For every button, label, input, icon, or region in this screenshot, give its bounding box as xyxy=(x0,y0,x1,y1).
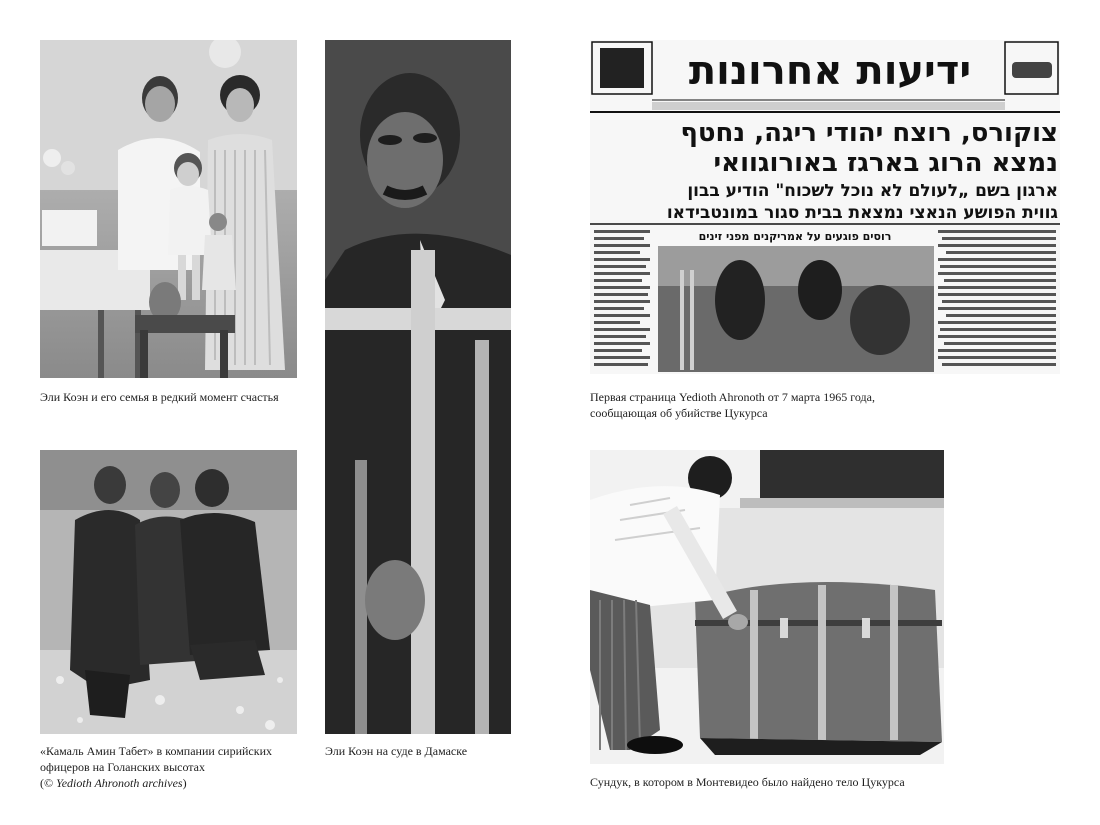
caption-line: Эли Коэн на суде в Дамаске xyxy=(325,744,468,758)
newspaper-photo-icon xyxy=(590,40,1060,374)
trial-photo-icon xyxy=(325,40,511,734)
family-photo xyxy=(40,40,297,378)
caption-line: Эли Коэн и его семья в редкий момент счастья xyxy=(40,390,279,404)
caption-line: офицеров на Голанских высотах xyxy=(40,760,206,774)
officers-photo xyxy=(40,450,297,734)
newspaper-photo xyxy=(590,40,1060,374)
trunk-photo-icon xyxy=(590,450,944,764)
family-photo-icon xyxy=(40,40,297,378)
trial-photo-caption xyxy=(325,743,545,759)
credit-source: Yedioth Ahronoth archives xyxy=(56,776,183,790)
caption-line: Первая страница Yedioth Ahronoth от 7 марта 1965 года, xyxy=(590,390,875,404)
caption-credit xyxy=(40,775,310,791)
newspaper-masthead: ידיעות אחרונות xyxy=(688,48,972,94)
newspaper-subheadline-2: גווית הפושע הנאצי נמצאת בבית סגור במונטבידאו xyxy=(666,203,1058,223)
credit-open: (© xyxy=(40,776,57,790)
officers-photo-caption xyxy=(40,743,310,791)
newspaper-inset-caption: רוסים פוגעים על אמריקנים מפני זינים xyxy=(698,230,892,243)
trunk-photo xyxy=(590,450,944,764)
credit-close: ) xyxy=(182,776,187,790)
newspaper-headline-1: צוקורס, רוצח יהודי ריגה, נחטף xyxy=(680,118,1058,148)
caption-line: Сундук, в котором в Монтевидео было найдено тело Цукурса xyxy=(590,775,905,789)
officers-photo-icon xyxy=(40,450,297,734)
family-photo-caption xyxy=(40,389,310,405)
newspaper-photo-caption xyxy=(590,389,1060,421)
trunk-photo-caption xyxy=(590,774,1060,790)
caption-line: сообщающая об убийстве Цукурса xyxy=(590,406,768,420)
newspaper-subheadline-1: ארגון בשם „לעולם לא נוכל לשכוח" הודיע בבון xyxy=(687,181,1058,201)
trial-photo xyxy=(325,40,511,734)
newspaper-headline-2: נמצא הרוג בארגז באורוגוואי xyxy=(713,148,1058,178)
caption-line: «Камаль Амин Табет» в компании сирийских xyxy=(40,744,272,758)
